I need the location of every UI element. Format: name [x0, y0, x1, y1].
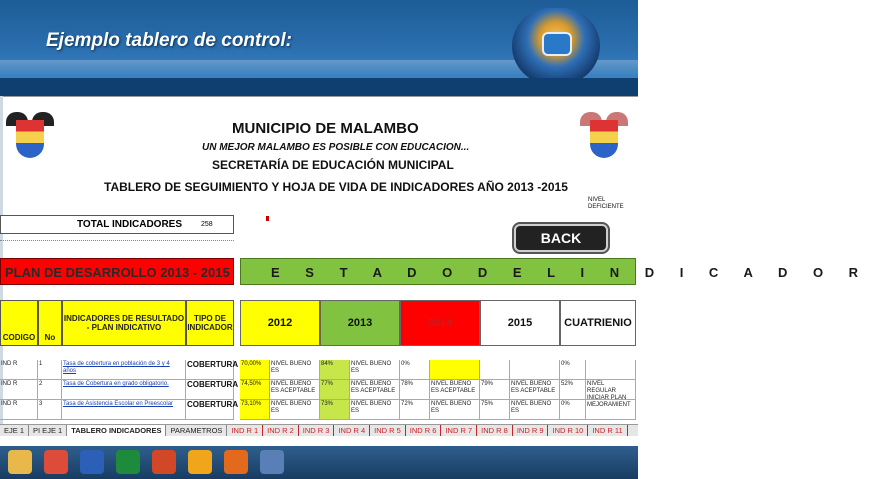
plan-banner: PLAN DE DESARROLLO 2013 - 2015 — [0, 258, 234, 285]
firefox-icon[interactable] — [224, 450, 248, 474]
sheet-tab[interactable]: TABLERO INDICADORES — [67, 425, 166, 436]
cell-tipo: COBERTURA — [186, 400, 234, 420]
cell-v2012: 74,50% — [240, 380, 270, 400]
taskbar — [0, 446, 638, 479]
sheet-tab[interactable]: IND R 3 — [299, 425, 335, 436]
cell-v2013: 84% — [320, 360, 350, 380]
cell-indicador[interactable]: Tasa de Asistencia Escolar en Preescolar — [62, 400, 186, 420]
col-2015: 2015 — [480, 300, 560, 346]
cell-nc — [586, 400, 636, 420]
sheet-tab[interactable]: IND R 2 — [263, 425, 299, 436]
nivel-note: NIVEL DEFICIENTE — [588, 197, 624, 210]
cell-n2012: NIVEL BUENO ES ACEPTABLE — [270, 380, 320, 400]
cell-n2015 — [510, 360, 560, 380]
cell-indicador[interactable]: Tasa de cobertura en población de 3 y 4 años — [62, 360, 186, 380]
table-row — [0, 400, 638, 420]
divider — [0, 240, 234, 241]
cell-indicador[interactable]: Tasa de Cobertura en grado obligatorio. — [62, 380, 186, 400]
cell-n2013: NIVEL BUENO ES — [350, 400, 400, 420]
sheet-tabs — [0, 424, 638, 436]
col-no: No — [38, 300, 62, 346]
sheet-tab[interactable]: IND R 8 — [477, 425, 513, 436]
sheet-tab[interactable]: IND R 10 — [548, 425, 588, 436]
slide-title: Ejemplo tablero de control: — [46, 30, 292, 51]
lema-text: UN MEJOR MALAMBO ES POSIBLE CON EDUCACION... — [202, 142, 470, 153]
cell-v2013: 73% — [320, 400, 350, 420]
col-2012: 2012 — [240, 300, 320, 346]
cell-n2015: NIVEL BUENO ES — [510, 400, 560, 420]
police-badge-logo — [512, 8, 600, 84]
estado-banner: E S T A D O D E L I N D I C A D O R — [240, 258, 636, 285]
sheet-tab[interactable]: IND R 1 — [227, 425, 263, 436]
cell-nc: NIVEL REGULAR INICIAR PLAN MEJORAMIENT — [586, 380, 636, 400]
red-marker — [266, 216, 269, 221]
chrome-icon[interactable] — [44, 450, 68, 474]
sheet-tab[interactable]: EJE 1 — [0, 425, 29, 436]
cell-no: 2 — [38, 380, 62, 400]
col-cuatrienio: CUATRIENIO — [560, 300, 636, 346]
header-band — [0, 78, 638, 96]
cell-v2013: 77% — [320, 380, 350, 400]
word-icon[interactable] — [80, 450, 104, 474]
app-triangle-icon[interactable] — [188, 450, 212, 474]
cell-n2015: NIVEL BUENO ES ACEPTABLE — [510, 380, 560, 400]
col-tipo: TIPO DE INDICADOR — [186, 300, 234, 346]
tablero-title: TABLERO DE SEGUIMIENTO Y HOJA DE VIDA DE INDICADORES AÑO 2013 -2015 — [104, 180, 568, 194]
totals-value: 258 — [201, 221, 213, 228]
cell-n2013: NIVEL BUENO ES — [350, 360, 400, 380]
cell-v2015 — [480, 360, 510, 380]
cell-v2012: 73,10% — [240, 400, 270, 420]
sheet-tab[interactable]: IND R 6 — [406, 425, 442, 436]
cell-vc: 0% — [560, 360, 586, 380]
badge-shield — [542, 32, 572, 56]
sheet-tab[interactable]: IND R 5 — [370, 425, 406, 436]
col-2014: 2014 — [400, 300, 480, 346]
cell-v2014: 0% — [400, 360, 430, 380]
secretaria-title: SECRETARÍA DE EDUCACIÓN MUNICIPAL — [212, 158, 454, 172]
cell-vc: 52% — [560, 380, 586, 400]
cell-vc: 0% — [560, 400, 586, 420]
back-button[interactable]: BACK — [514, 224, 608, 252]
cell-n2012: NIVEL BUENO ES — [270, 400, 320, 420]
file-explorer-icon[interactable] — [8, 450, 32, 474]
cell-tipo: COBERTURA — [186, 360, 234, 380]
cell-nc — [586, 360, 636, 380]
cell-n2013: NIVEL BUENO ES ACEPTABLE — [350, 380, 400, 400]
coat-of-arms-right-icon — [578, 108, 630, 168]
col-indicadores: INDICADORES DE RESULTADO - PLAN INDICATIVO — [62, 300, 186, 346]
table-row — [0, 360, 638, 380]
coat-of-arms-left-icon — [4, 108, 56, 168]
cell-tipo: COBERTURA — [186, 380, 234, 400]
sheet-tab[interactable]: PARAMETROS — [166, 425, 227, 436]
cell-n2014: NIVEL BUENO ES — [430, 400, 480, 420]
sheet-tab[interactable]: IND R 9 — [513, 425, 549, 436]
sheet-tab[interactable]: PI EJE 1 — [29, 425, 67, 436]
powerpoint-icon[interactable] — [152, 450, 176, 474]
cell-codigo: IND R — [0, 380, 38, 400]
sheet-tab[interactable]: IND R 4 — [334, 425, 370, 436]
totals-box — [0, 215, 234, 234]
totals-label: TOTAL INDICADORES — [77, 219, 183, 230]
cell-v2015: 79% — [480, 380, 510, 400]
cell-v2014: 78% — [400, 380, 430, 400]
col-codigo: CODIGO — [0, 300, 38, 346]
cell-n2014 — [430, 360, 480, 380]
col-2013: 2013 — [320, 300, 400, 346]
cell-v2012: 70,00% — [240, 360, 270, 380]
cell-no: 1 — [38, 360, 62, 380]
cell-codigo: IND R — [0, 400, 38, 420]
excel-icon[interactable] — [116, 450, 140, 474]
cell-no: 3 — [38, 400, 62, 420]
cell-v2014: 72% — [400, 400, 430, 420]
cell-v2015: 75% — [480, 400, 510, 420]
municipio-title: MUNICIPIO DE MALAMBO — [232, 120, 419, 137]
cell-codigo: IND R — [0, 360, 38, 380]
cell-n2012: NIVEL BUENO ES — [270, 360, 320, 380]
sheet-tab[interactable]: IND R 11 — [588, 425, 627, 436]
sheet-tab[interactable]: IND R 7 — [441, 425, 477, 436]
cell-n2014: NIVEL BUENO ES ACEPTABLE — [430, 380, 480, 400]
notes-icon[interactable] — [260, 450, 284, 474]
